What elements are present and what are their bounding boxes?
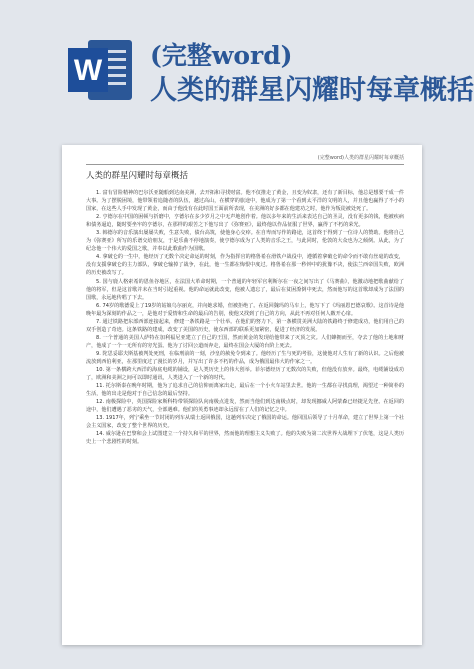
paragraph: 8. 一个普通的美国人萨特在加利福尼亚建立了自己的王国，然而黄金的发现给他带来了灭顶之灾。人们蜂拥而至，夺去了他的土地和财产，他成了一个一无所有的穷光蛋。他为了讨回公道而奔走，最终在国会大厦的台阶上死去。 [86,334,404,349]
paragraph: 12. 南极探险中，英国探险家斯科特带领探险队向南极点进发，然而当他们到达南极点时，却发现挪威人阿蒙森已经捷足先登。在返回的途中，他们遭遇了恶劣的天气，全部遇难。他们的英勇事迹却永远留在了人们的记忆之中。 [86,399,404,414]
word-icon [64,34,136,106]
paragraph: 13. 1917年，列宁乘坐一节封闭的列车从瑞士返回俄国，这趟列车决定了俄国的命运。他回国后领导了十月革命，建立了世界上第一个社会主义国家，改变了整个世界的历史。 [86,415,404,430]
paragraph: 1. 富有冒险精神的巴尔沃亚随船到达南美洲，去开拓和寻找财富。他不仅推走了黄金，且变为奴隶，还有了新目标，他总是想要干成一件大事。为了摆脱困境，他带领着追随者的队伍，越过高山，在横穿的旅途中，他成为了第一个看到太平洋的文明的人，并且他也赢得了不小的国家，在这些人手中发现了黄金，而由于他没有在此时国王面前所表现，在美洲的好多都在他建功之时，他作为叛徒被处死了。 [86,190,404,213]
paragraph: 4. 拿破仑的一生中，他经历了无数个决定命运的时刻，作为指挥官的格鲁希在滑铁卢战役中，遵循着拿破仑的命令而不敢有丝毫的改变，没有支援拿破仑的主力部队，拿破仑输掉了战争，在此，他一生都在悔恨中度过。格鲁希在那一秒钟中的犹豫不决，使法兰西帝国失败，欧洲的历史被改写了。 [86,254,404,277]
paragraph: 10. 第一条横跨大西洋的海底电缆的铺设，是人类历史上的伟大创举。菲尔德经历了无数次的失败，但他没有放弃。最终，电缆铺设成功了，欧洲和美洲之间可以即时通讯，人类进入了一个新的时代。 [86,367,404,382]
document-body [86,189,404,447]
banner-title-line1: (完整word) [150,41,293,70]
paragraph: 7. 通过铁路把东部西部连接起来，修建一条铁路是一个壮举。在他们的努力下，第一条横贯美洲大陆的铁路终于修建成功，他们用自己的双手创造了奇迹。这条铁路的建成，改变了美国的历史，使东西部的联系更加紧密，促进了经济的发展。 [86,318,404,333]
document-page [62,145,422,645]
paragraph: 5. 国与鹿人格索希的恩鱼谷地区，在法国大革命时期，一个普通的年轻军官利斯尔在一夜之间写出了《马赛曲》，他激动地把歌曲献给了他的将军，但是这首歌并未在当时引起重视。他的命运就此改变，他被人遗忘了，最后在贫困潦倒中死去，然而他写的这首歌却成为了法国的国歌，永远地传唱了下去。 [86,278,404,301]
paragraph: 2. 亨德尔在中国的困顿与折磨中，亨德尔在多少岁月之中无声地创作着。他以多年来的生活来表达自己的圣灵，没有更多的钱，他被疾病和债务逼迫，随时要坐牢的亨德尔，在那样的艰苦之下他写出了《弥赛亚》，最终他以作品征服了世界，赢得了不朽的荣光。 [86,214,404,229]
page-header: (完整word)人类的群星闪耀时每章概括 [317,155,404,161]
header-divider [86,164,404,165]
document-title: 人类的群星闪耀时每章概括 [86,171,189,181]
word-logo-letter: W [73,54,103,87]
banner-title-line2: 人类的群星闪耀时每章概括 [150,75,474,106]
banner [0,0,474,135]
paragraph: 3. 韩德尔的音乐演出屡屡失败，生意失败，债台高筑，使他身心交瘁。在自卑而写作的路途，这首终于得到了一位诗人的赞助。他将自己为《弥赛亚》所写的乐谱交给朋友，于是乐曲不停地演奏，使亨德尔成为了人类的音乐之王，与此同时，伦敦的大众也为之倾倒。从此，为了纪念他一个伟大的爱国之歌，并奉以此歌曲作为国歌。 [86,230,404,253]
paragraph: 6. 74岁的歌德爱上了19岁的姑娘乌尔丽克，并向她求婚，但被拒绝了。在返回魏玛的马车上，他写下了《玛丽恩巴德哀歌》。这首诗是他晚年最为深刻的作品之一，是他对于爱情和生命的最后的告别，使他又找到了自己的方向，从此不再对任何人敞开心扉。 [86,302,404,317]
paragraph: 9. 陀思妥耶夫斯基被判处死刑，在临刑前的一刻，沙皇的赦免令到来了。他经历了生与死的考验，这使他对人生有了新的认识。之后他被流放到西伯利亚，在那里度过了漫长的岁月，并写出了许多不朽的作品，成为俄国最伟大的作家之一。 [86,350,404,365]
paragraph: 14. 威尔逊在巴黎和会上试图建立一个持久和平的世界，然而他的理想主义失败了。他的失败为第二次世界大战埋下了伏笔，这是人类历史上一个悲剧性的时刻。 [86,431,404,446]
paragraph: 11. 托尔斯泰在晚年时期，他为了追求自己的信仰而离家出走，最后在一个小火车站里去世。他的一生都在寻找真理，渴望过一种简朴的生活，他的出走是他对于自己信念的最后坚持。 [86,383,404,398]
